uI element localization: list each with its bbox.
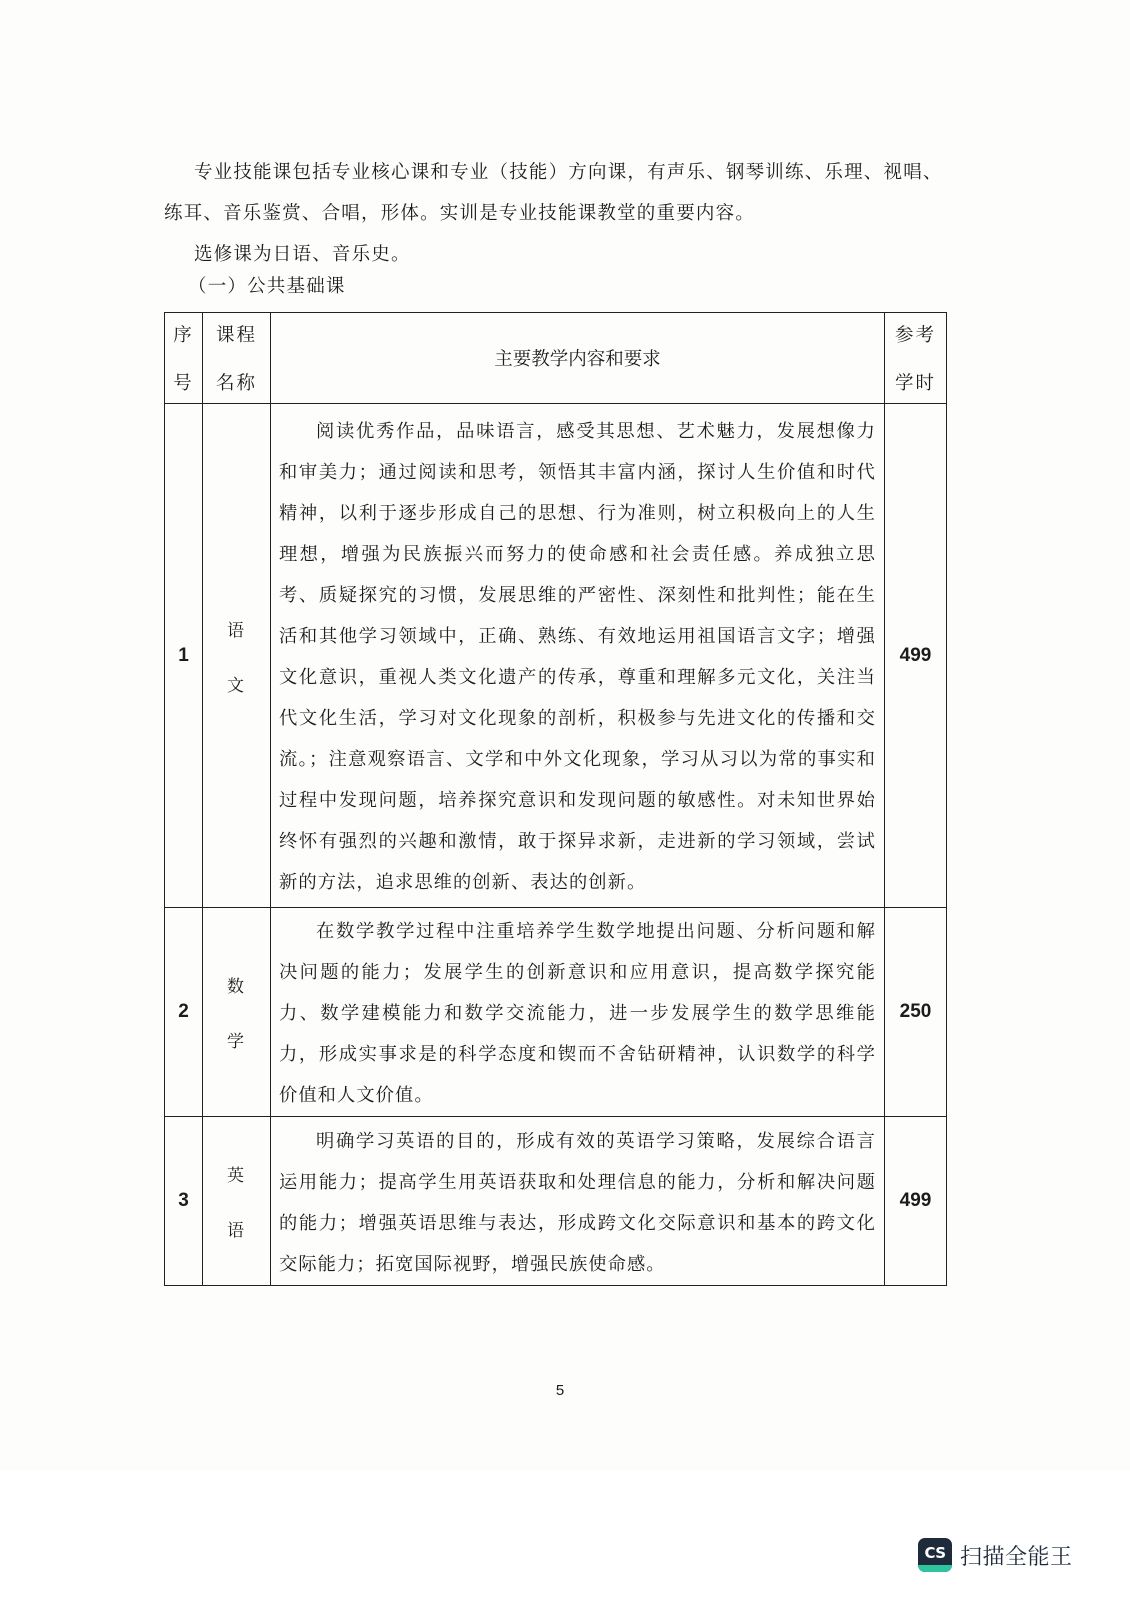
course-name-line1: 数 xyxy=(227,977,246,997)
course-name-line1: 语 xyxy=(227,620,246,641)
row-content xyxy=(271,1117,885,1286)
row-index: 1 xyxy=(165,404,203,908)
course-table xyxy=(164,312,947,1286)
section-heading: （一）公共基础课 xyxy=(188,276,346,297)
scanner-watermark xyxy=(918,1538,1073,1572)
row-content-text: 在数学教学过程中注重培养学生数学地提出问题、分析问题和解决问题的能力；发展学生的创新意识和应用意识，提高数学探究能力、数学建模能力和数学交流能力，进一步发展学生的数学思维能力，形成实事求是的科学态度和锲而不舍钻研精神，认识数学的科学价值和人文价值。 xyxy=(279,921,876,1106)
row-index: 2 xyxy=(165,908,203,1117)
header-hours-line1: 参考 xyxy=(894,325,936,346)
row-hours: 250 xyxy=(885,908,947,1117)
row-content-text: 阅读优秀作品，品味语言，感受其思想、艺术魅力，发展想像力和审美力；通过阅读和思考，领悟其丰富内涵，探讨人生价值和时代精神，以利于逐步形成自己的思想、行为准则，树立积极向上的人生理想，增强为民族振兴而努力的使命感和社会责任感。养成独立思考、质疑探究的习惯，发展思维的严密性、深刻性和批判性；能在生活和其他学习领域中，正确、熟练、有效地运用祖国语言文字；增强文化意识，重视人类文化遗产的传承，尊重和理解多元文化，关注当代文化生活，学习对文化现象的剖析，积极参与先进文化的传播和交流。；注意观察语言、文学和中外文化现象，学习从习以为常的事实和过程中发现问题，培养探究意识和发现问题的敏感性。对未知世界始终怀有强烈的兴趣和激情，敢于探异求新，走进新的学习领域，尝试新的方法，追求思维的创新、表达的创新。 xyxy=(279,421,876,893)
course-name-line2: 文 xyxy=(227,675,246,696)
row-course-name xyxy=(203,1117,271,1286)
scan-bottom-area xyxy=(0,1470,1130,1600)
page-number: 5 xyxy=(555,1382,565,1399)
header-name-line1: 课程 xyxy=(215,325,257,346)
row-course-name xyxy=(203,404,271,908)
header-name-line2: 名称 xyxy=(215,373,257,394)
header-course-name xyxy=(203,313,271,404)
intro-paragraph-skills: 专业技能课包括专业核心课和专业（技能）方向课，有声乐、钢琴训练、乐理、视唱、练耳、音乐鉴赏、合唱，形体。实训是专业技能课教堂的重要内容。 xyxy=(164,162,943,224)
camscanner-logo-icon xyxy=(918,1538,952,1572)
row-content xyxy=(271,908,885,1117)
row-index: 3 xyxy=(165,1117,203,1286)
table-row xyxy=(165,908,947,1117)
header-hours xyxy=(885,313,947,404)
course-name-line1: 英 xyxy=(227,1166,246,1186)
course-name-line2: 学 xyxy=(227,1032,246,1052)
intro-paragraph-electives: 选修课为日语、音乐史。 xyxy=(194,244,411,265)
table-row xyxy=(165,1117,947,1286)
watermark-brand: 扫描全能王 xyxy=(960,1544,1073,1570)
row-hours: 499 xyxy=(885,1117,947,1286)
header-content: 主要教学内容和要求 xyxy=(271,313,885,404)
logo-text: CS xyxy=(924,1544,946,1562)
header-index-line1: 序 xyxy=(173,325,194,346)
row-hours: 499 xyxy=(885,404,947,908)
row-course-name xyxy=(203,908,271,1117)
header-index xyxy=(165,313,203,404)
row-content-text: 明确学习英语的目的，形成有效的英语学习策略，发展综合语言运用能力；提高学生用英语获取和处理信息的能力，分析和解决问题的能力；增强英语思维与表达，形成跨文化交际意识和基本的跨文化交际能力；拓宽国际视野，增强民族使命感。 xyxy=(279,1131,876,1275)
table-row xyxy=(165,404,947,908)
header-index-line2: 号 xyxy=(173,373,194,394)
header-hours-line2: 学时 xyxy=(894,373,936,394)
course-name-line2: 语 xyxy=(227,1221,246,1241)
table-header-row xyxy=(165,313,947,404)
row-content xyxy=(271,404,885,908)
